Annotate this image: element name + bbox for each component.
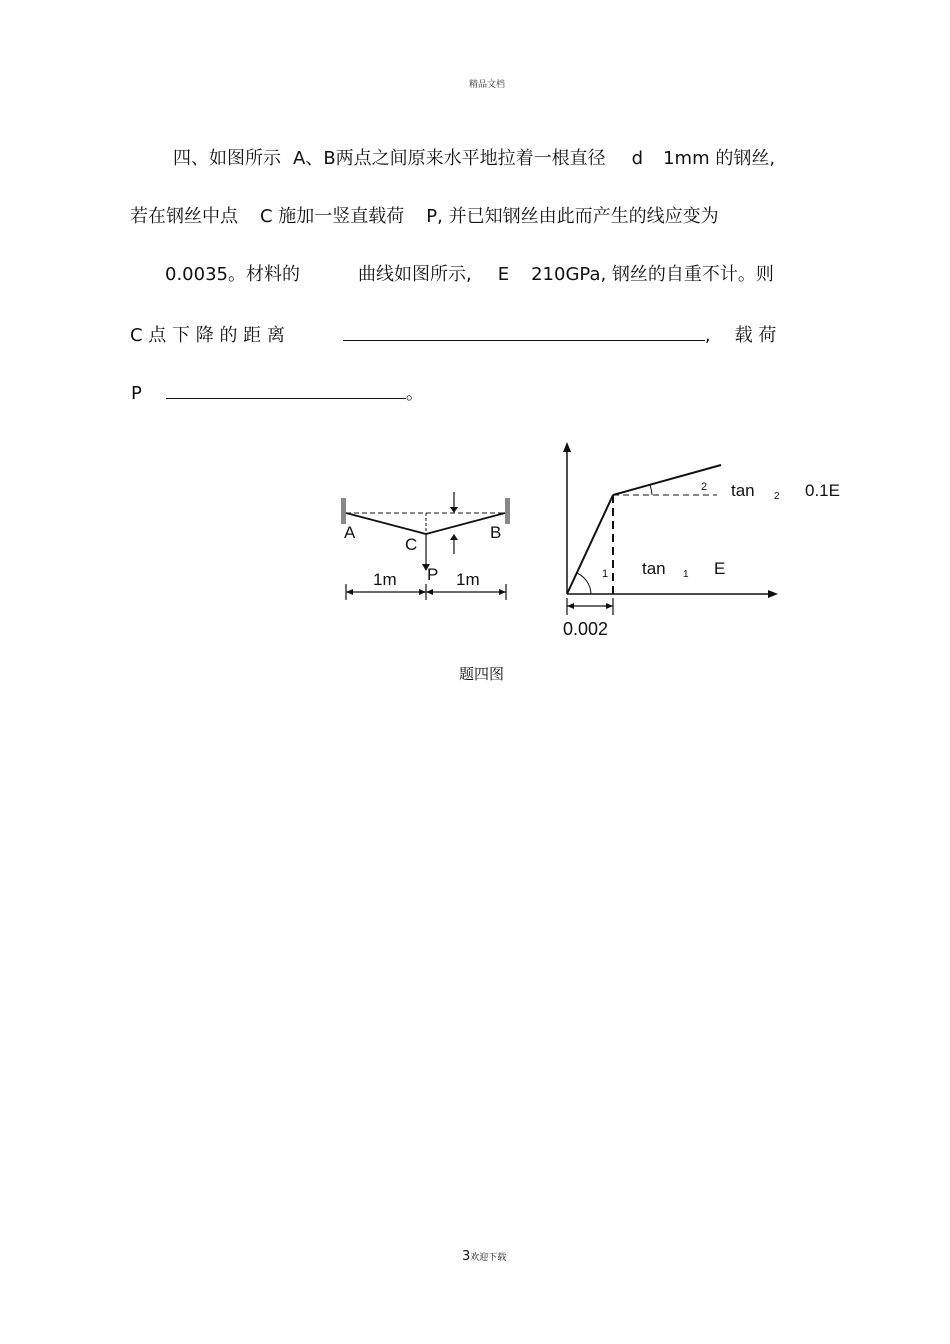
load-p-label: P	[427, 565, 439, 584]
dimension-arrowhead	[419, 589, 426, 595]
tan-alpha2-word: tan	[731, 481, 755, 500]
point-b-label: B	[490, 523, 502, 542]
deflection-arrow-bottom-head	[450, 534, 458, 540]
problem-text: 0.0035。材料的	[165, 264, 300, 285]
problem-line-5	[131, 380, 424, 405]
point-c-label: C	[405, 535, 418, 554]
modulus-symbol: E	[497, 264, 510, 285]
points-ab-text: A、B两点之间原来水平地拉着一根直径	[293, 148, 606, 169]
vertical-axis-arrow	[563, 442, 571, 452]
problem-text: , 并已知钢丝由此而产生的线应变为	[437, 206, 719, 227]
right-support-wall	[505, 498, 510, 524]
dimension-left-label: 1m	[373, 570, 397, 589]
problem-text: C 施加一竖直载荷	[260, 206, 405, 227]
diameter-value: 1mm 的钢丝,	[663, 148, 776, 169]
wire-diagram	[330, 480, 530, 610]
angle-alpha2-arc	[650, 485, 652, 495]
problem-line-4	[130, 322, 776, 347]
alpha1-mark: 1	[602, 568, 609, 580]
dimension-arrowhead	[499, 589, 506, 595]
dimension-right-label: 1m	[456, 570, 480, 589]
strain-dimension-arrowhead	[567, 603, 574, 609]
deflected-wire-ac	[346, 513, 426, 534]
deflection-arrow-top-head	[450, 507, 458, 513]
figure-caption: 题四图	[459, 665, 505, 683]
answer-blank-displacement[interactable]	[343, 322, 705, 341]
dimension-arrowhead	[426, 589, 433, 595]
load-symbol: P	[426, 206, 438, 227]
problem-text: ,	[704, 325, 711, 346]
page-header: 精品文档	[469, 80, 506, 90]
problem-number: 四、如图所示	[173, 148, 281, 169]
left-support-wall	[341, 498, 346, 524]
problem-line-1	[173, 148, 775, 170]
alpha2-mark: 2	[701, 481, 708, 493]
footer-text: 欢迎下载	[470, 1253, 507, 1263]
tan-alpha2-value: 0.1E	[805, 481, 840, 500]
dimension-arrowhead	[346, 589, 353, 595]
point-a-label: A	[344, 523, 356, 542]
page-footer	[462, 1245, 506, 1264]
page-number: 3	[462, 1249, 471, 1264]
problem-text: 210GPa, 钢丝的自重不计。则	[531, 264, 774, 285]
tan-alpha1-subscript: 1	[683, 569, 689, 580]
yield-strain-label: 0.002	[563, 619, 609, 639]
tan-alpha1-value: E	[714, 559, 726, 578]
load-symbol: P	[131, 383, 142, 404]
problem-text: 若在钢丝中点	[130, 206, 238, 227]
strain-dimension-arrowhead	[606, 603, 613, 609]
problem-line-2	[130, 206, 719, 228]
diameter-symbol: d	[631, 148, 644, 169]
problem-text: 。	[405, 383, 424, 404]
tan-alpha2-subscript: 2	[774, 491, 780, 502]
horizontal-axis-arrow	[768, 590, 778, 598]
tan-alpha1-word: tan	[642, 559, 666, 578]
problem-text: C 点 下 降 的 距 离	[130, 325, 285, 346]
problem-text: 曲线如图所示,	[357, 264, 472, 285]
problem-line-3	[165, 264, 774, 286]
stress-strain-diagram	[555, 440, 855, 645]
problem-text: 载 荷	[734, 325, 777, 346]
angle-alpha1-arc	[577, 573, 591, 594]
answer-blank-load[interactable]	[166, 380, 406, 399]
